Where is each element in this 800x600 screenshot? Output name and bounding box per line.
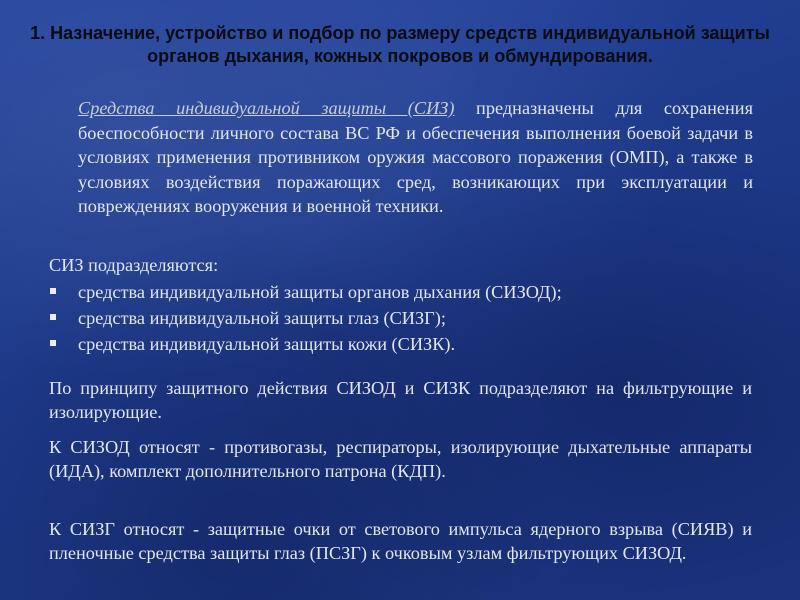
paragraph-sizod: К СИЗОД относят - противогазы, респираторы, изолирующие дыхательные аппараты (ИДА), комплект дополнительного патрона (КДП). — [49, 437, 752, 481]
bullet-icon — [50, 288, 56, 294]
bullet-icon — [50, 314, 56, 320]
siz-term: Средства индивидуальной защиты (СИЗ) — [78, 98, 455, 118]
list-item-text: средства индивидуальной защиты кожи (СИЗК). — [78, 334, 456, 354]
list-item — [49, 279, 759, 305]
paragraph-protection-principle: По принципу защитного действия СИЗОД и СИЗК подразделяют на фильтрующие и изолирующие. — [49, 378, 752, 422]
paragraph-sizg: К СИЗГ относят - защитные очки от светового импульса ядерного взрыва (СИЯВ) и пленочные средства защиты глаз (ПСЗГ) к очковым узлам фильтрующих СИЗОД. — [49, 519, 752, 563]
intro-text: предназначены для сохранения боеспособности личного состава ВС РФ и обеспечения выполнения боевой задачи в условиях применения противником оружия массового поражения (ОМП), а также в условиях воздействия поражающих сред, возникающих при эксплуатации и повреждениях вооружения и военной техники. — [78, 98, 753, 216]
list-item-text: средства индивидуальной защиты органов дыхания (СИЗОД); — [78, 282, 562, 302]
bullet-icon — [50, 340, 56, 346]
list-item-text: средства индивидуальной защиты глаз (СИЗГ); — [78, 308, 446, 328]
slide-title: 1. Назначение, устройство и подбор по размеру средств индивидуальной защиты органов дыхания, кожных покровов и обмундирования. — [30, 23, 770, 66]
list-item — [49, 305, 759, 331]
list-item — [49, 331, 759, 357]
classification-heading: СИЗ подразделяются: — [49, 255, 219, 275]
intro-paragraph — [78, 96, 753, 219]
classification-list — [49, 279, 759, 357]
